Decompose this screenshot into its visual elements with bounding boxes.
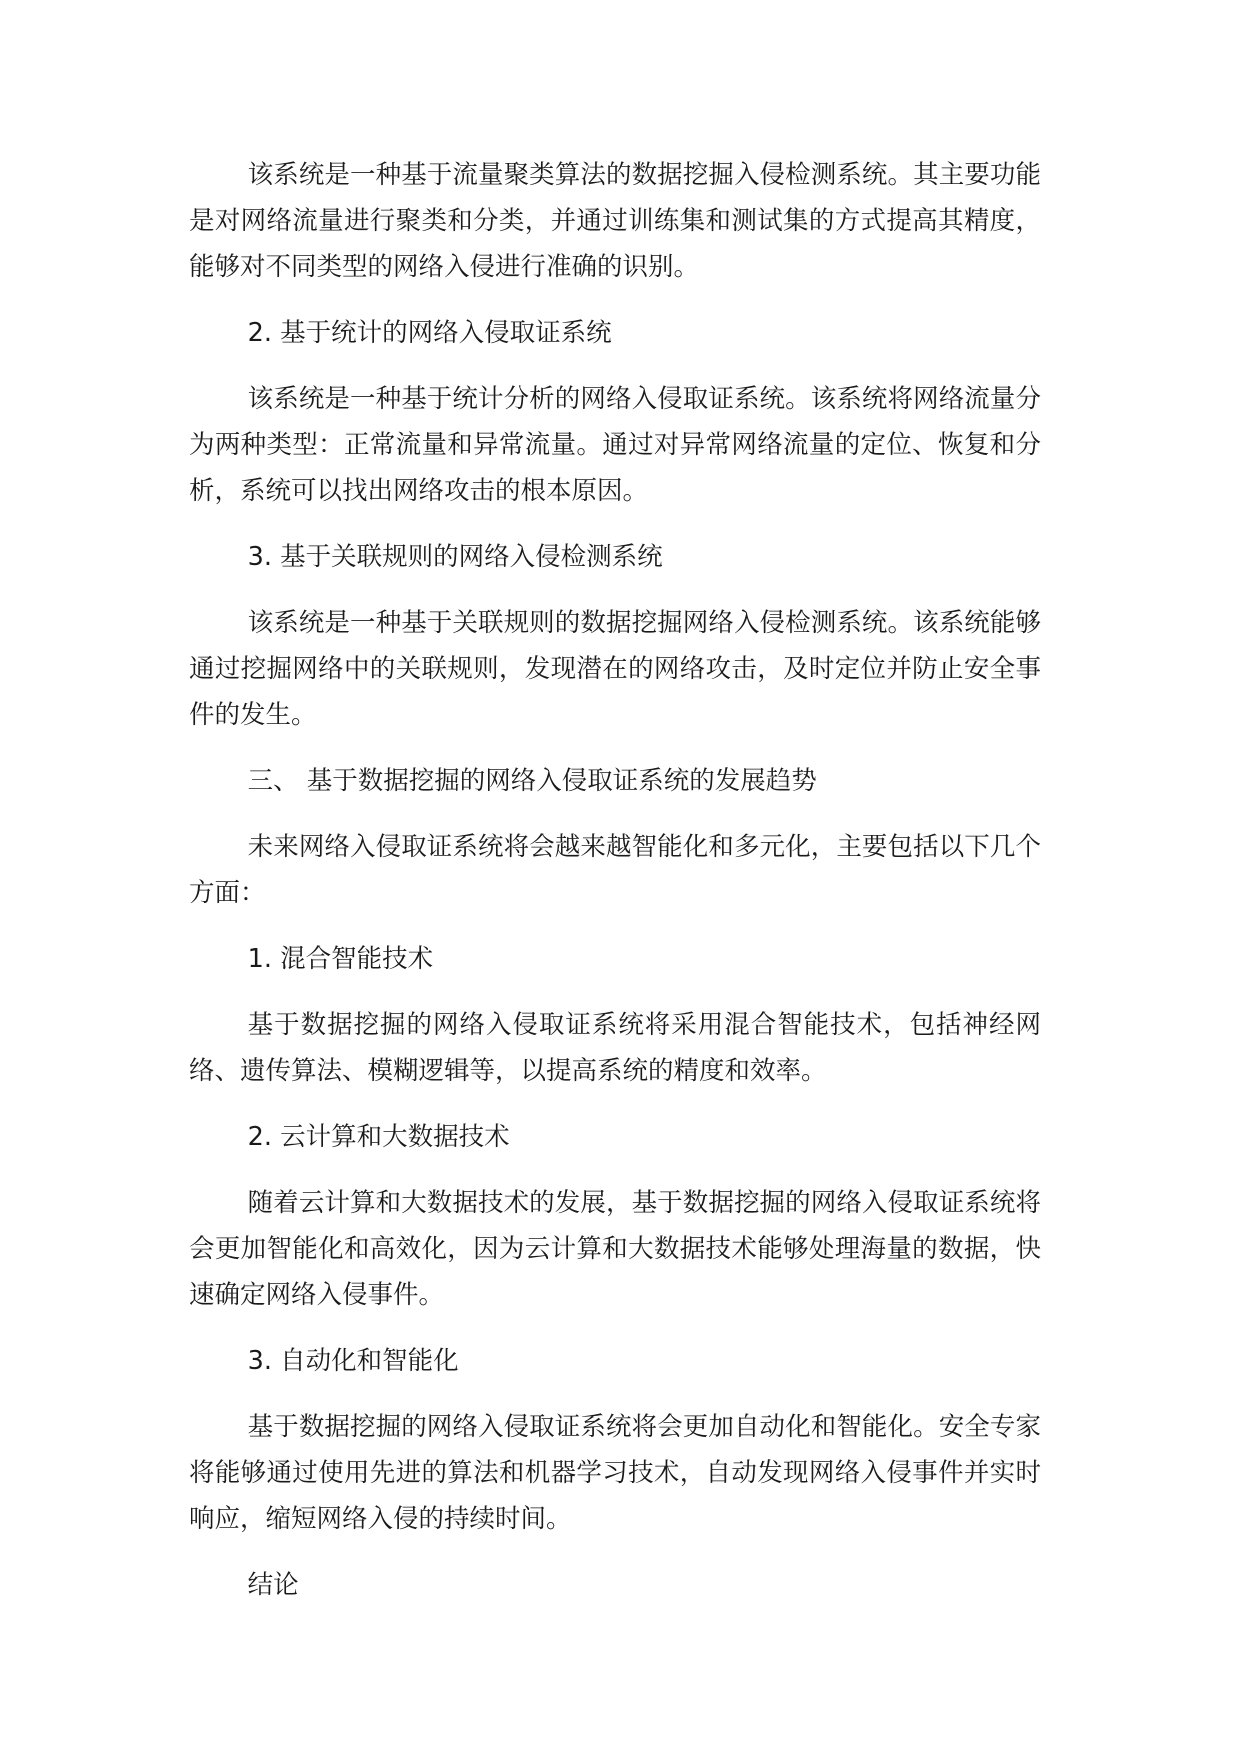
- paragraph-body: 该系统是一种基于统计分析的网络入侵取证系统。该系统将网络流量分为两种类型：正常流量和异常流量。通过对异常网络流量的定位、恢复和分析，系统可以找出网络攻击的根本原因。: [189, 384, 1041, 506]
- section-heading: 1. 混合智能技术: [247, 944, 434, 974]
- conclusion-heading: 结论: [247, 1570, 299, 1600]
- section-heading: 2. 云计算和大数据技术: [247, 1122, 510, 1152]
- section-heading: 2. 基于统计的网络入侵取证系统: [247, 318, 612, 348]
- paragraph-body: 该系统是一种基于流量聚类算法的数据挖掘入侵检测系统。其主要功能是对网络流量进行聚类和分类，并通过训练集和测试集的方式提高其精度，能够对不同类型的网络入侵进行准确的识别。: [189, 160, 1041, 282]
- paragraph-body: 未来网络入侵取证系统将会越来越智能化和多元化，主要包括以下几个方面：: [189, 832, 1041, 908]
- paragraph-body: 该系统是一种基于关联规则的数据挖掘网络入侵检测系统。该系统能够通过挖掘网络中的关联规则，发现潜在的网络攻击，及时定位并防止安全事件的发生。: [189, 608, 1041, 730]
- paragraph-body: 基于数据挖掘的网络入侵取证系统将采用混合智能技术，包括神经网络、遗传算法、模糊逻辑等，以提高系统的精度和效率。: [189, 1010, 1041, 1086]
- paragraph-body: 随着云计算和大数据技术的发展，基于数据挖掘的网络入侵取证系统将会更加智能化和高效化，因为云计算和大数据技术能够处理海量的数据，快速确定网络入侵事件。: [189, 1188, 1041, 1310]
- section-heading: 3. 基于关联规则的网络入侵检测系统: [247, 542, 663, 572]
- paragraph-body: 基于数据挖掘的网络入侵取证系统将会更加自动化和智能化。安全专家将能够通过使用先进的算法和机器学习技术，自动发现网络入侵事件并实时响应，缩短网络入侵的持续时间。: [189, 1412, 1041, 1534]
- section-heading: 3. 自动化和智能化: [247, 1346, 459, 1376]
- document-body: [189, 152, 1041, 1628]
- chapter-heading: 三、 基于数据挖掘的网络入侵取证系统的发展趋势: [247, 766, 817, 796]
